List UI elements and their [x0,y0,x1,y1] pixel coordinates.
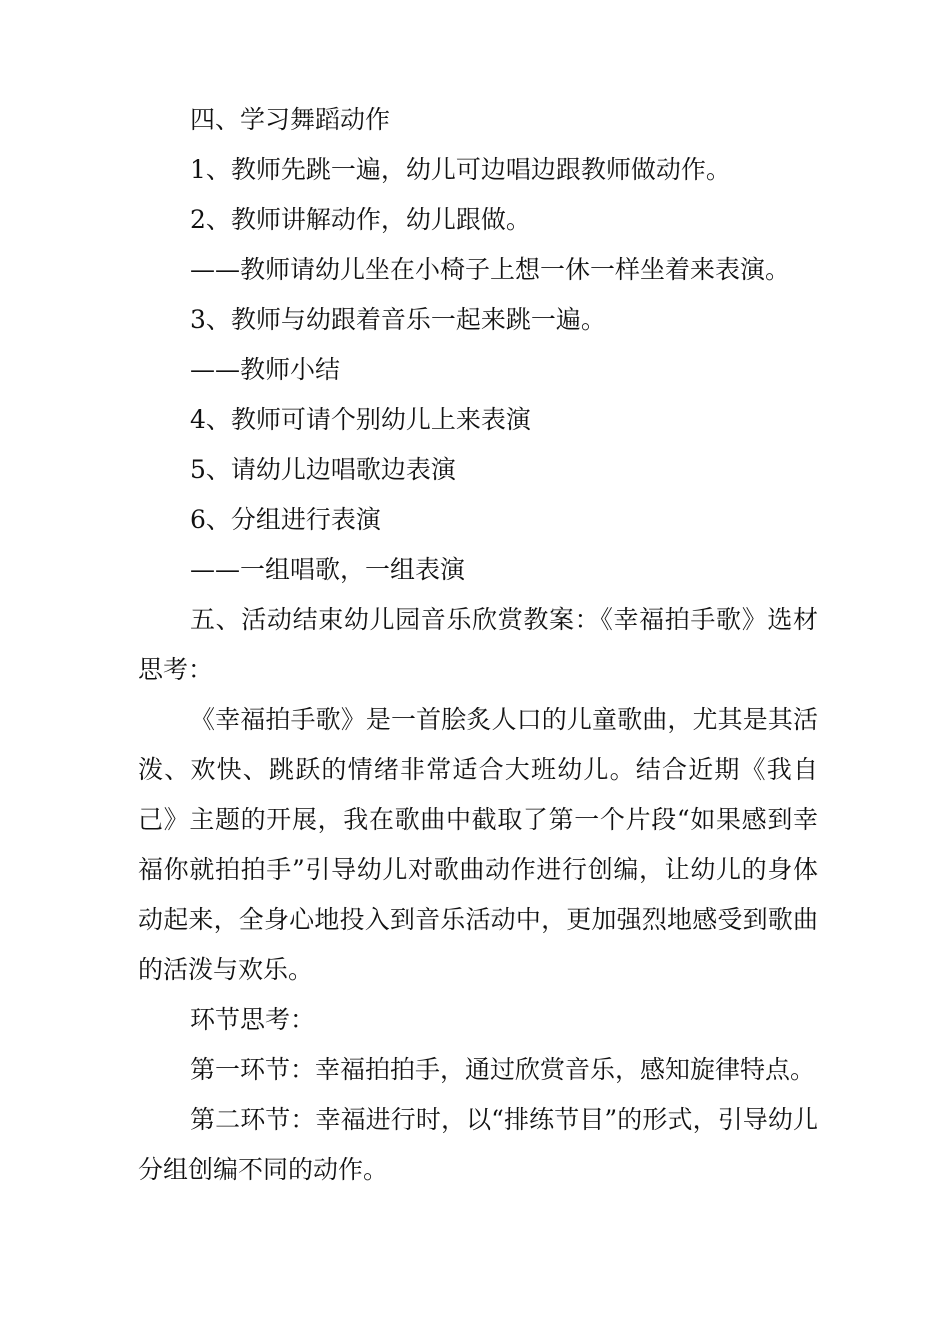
note-teacher-summary: ——教师小结 [190,355,341,384]
paragraph-song-description: 《幸福拍手歌》是一首脍炙人口的儿童歌曲，尤其是其活泼、欢快、跳跃的情绪非常适合大班幼儿。结合近期《我自己》主题的开展，我在歌曲中截取了第一个片段“如果感到幸福你就拍拍手”引导幼儿对歌曲动作进行创编，让幼儿的身体动起来，全身心地投入到音乐活动中，更加强烈地感受到歌曲的活泼与欢乐。 [138,705,818,984]
step-2: 2、教师讲解动作，幼儿跟做。 [190,205,531,234]
segment-2: 第二环节：幸福进行时，以“排练节目”的形式，引导幼儿分组创编不同的动作。 [138,1105,818,1184]
step-6: 6、分组进行表演 [190,505,381,534]
segment-1: 第一环节：幸福拍拍手，通过欣赏音乐，感知旋律特点。 [190,1055,816,1084]
heading-segment-thoughts: 环节思考： [190,1005,316,1034]
note-group-sing-perform: ——一组唱歌，一组表演 [190,555,466,584]
step-1: 1、教师先跳一遍，幼儿可边唱边跟教师做动作。 [190,155,731,184]
step-3: 3、教师与幼跟着音乐一起来跳一遍。 [190,305,606,334]
heading-activity-end: 五、活动结束幼儿园音乐欣赏教案：《幸福拍手歌》选材思考： [138,605,818,684]
document-body [138,95,818,1195]
heading-learn-dance: 四、学习舞蹈动作 [190,105,391,134]
step-5: 5、请幼儿边唱歌边表演 [190,455,456,484]
note-sit-perform: ——教师请幼儿坐在小椅子上想一休一样坐着来表演。 [190,255,791,284]
step-4: 4、教师可请个别幼儿上来表演 [190,405,531,434]
